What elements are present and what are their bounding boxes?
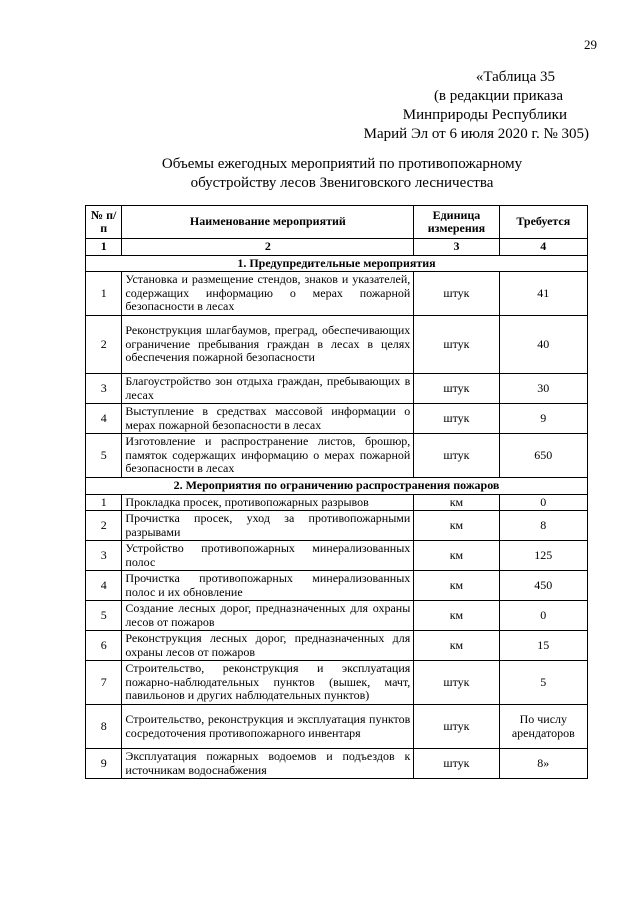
- table-row: [86, 541, 588, 571]
- row-name: Прочистка противопожарных минерализованных полос и их обновление: [122, 571, 414, 601]
- row-name: Устройство противопожарных минерализованных полос: [122, 541, 414, 571]
- column-number: 3: [414, 239, 499, 256]
- row-name: Реконструкция лесных дорог, предназначенных для охраны лесов от пожаров: [122, 631, 414, 661]
- column-number: 2: [122, 239, 414, 256]
- row-unit: штук: [414, 661, 499, 705]
- table-row: [86, 404, 588, 434]
- row-unit: штук: [414, 705, 499, 749]
- table-row: [86, 631, 588, 661]
- row-required: 0: [499, 601, 587, 631]
- row-name: Реконструкция шлагбаумов, преград, обеспечивающих ограничение пребывания граждан в лесах в целях обеспечения пожарной безопасности: [122, 316, 414, 374]
- row-required: 41: [499, 272, 587, 316]
- row-required: По числу арендаторов: [499, 705, 587, 749]
- row-unit: км: [414, 631, 499, 661]
- document-title: [86, 155, 598, 193]
- row-required: 5: [499, 661, 587, 705]
- header-name: Наименование мероприятий: [122, 206, 414, 239]
- row-required: 8»: [499, 749, 587, 779]
- title-line: Объемы ежегодных мероприятий по противопожарному: [161, 156, 523, 172]
- table-reference-header: [329, 68, 589, 144]
- row-num: 6: [86, 631, 122, 661]
- header-num: № п/п: [86, 206, 122, 239]
- row-required: 125: [499, 541, 587, 571]
- row-unit: штук: [414, 404, 499, 434]
- header-line: (в редакции приказа: [433, 88, 563, 104]
- row-num: 2: [86, 511, 122, 541]
- table-row: [86, 494, 588, 511]
- table-row: [86, 434, 588, 478]
- table-row: [86, 705, 588, 749]
- table-row: [86, 272, 588, 316]
- table-row: [86, 601, 588, 631]
- row-required: 40: [499, 316, 587, 374]
- table-row: [86, 511, 588, 541]
- header-required: Требуется: [499, 206, 587, 239]
- table-row: [86, 571, 588, 601]
- row-unit: км: [414, 541, 499, 571]
- row-num: 5: [86, 434, 122, 478]
- row-name: Выступление в средствах массовой информации о мерах пожарной безопасности в лесах: [122, 404, 414, 434]
- header-line: «Таблица 35: [475, 69, 555, 85]
- row-num: 4: [86, 404, 122, 434]
- row-name: Благоустройство зон отдыха граждан, пребывающих в лесах: [122, 374, 414, 404]
- row-unit: штук: [414, 272, 499, 316]
- row-name: Эксплуатация пожарных водоемов и подъездов к источникам водоснабжения: [122, 749, 414, 779]
- column-number-row: [86, 239, 588, 256]
- row-required: 15: [499, 631, 587, 661]
- section-title: 1. Предупредительные мероприятия: [86, 255, 588, 272]
- header-line: Минприроды Республики: [402, 107, 567, 123]
- row-num: 7: [86, 661, 122, 705]
- table-header-row: [86, 206, 588, 239]
- row-unit: штук: [414, 434, 499, 478]
- row-name: Создание лесных дорог, предназначенных для охраны лесов от пожаров: [122, 601, 414, 631]
- row-required: 30: [499, 374, 587, 404]
- row-name: Строительство, реконструкция и эксплуатация пожарно-наблюдательных пунктов (вышек, мачт, павильонов и других наблюдательных пунктов): [122, 661, 414, 705]
- row-num: 4: [86, 571, 122, 601]
- row-num: 2: [86, 316, 122, 374]
- column-number: 1: [86, 239, 122, 256]
- row-unit: штук: [414, 749, 499, 779]
- row-num: 8: [86, 705, 122, 749]
- table-row: [86, 316, 588, 374]
- row-unit: штук: [414, 374, 499, 404]
- row-required: 450: [499, 571, 587, 601]
- row-required: 8: [499, 511, 587, 541]
- row-unit: км: [414, 494, 499, 511]
- header-line: Марий Эл от 6 июля 2020 г. № 305): [363, 126, 589, 142]
- row-name: Прокладка просек, противопожарных разрывов: [122, 494, 414, 511]
- row-num: 1: [86, 494, 122, 511]
- row-name: Изготовление и распространение листов, брошюр, памяток содержащих информацию о мерах пожарной безопасности в лесах: [122, 434, 414, 478]
- row-name: Установка и размещение стендов, знаков и указателей, содержащих информацию о мерах пожарной безопасности в лесах: [122, 272, 414, 316]
- section-title: 2. Мероприятия по ограничению распространения пожаров: [86, 478, 588, 495]
- row-required: 0: [499, 494, 587, 511]
- row-required: 650: [499, 434, 587, 478]
- row-num: 3: [86, 374, 122, 404]
- table-row: [86, 661, 588, 705]
- row-unit: штук: [414, 316, 499, 374]
- measures-table: [85, 205, 588, 779]
- row-num: 5: [86, 601, 122, 631]
- row-required: 9: [499, 404, 587, 434]
- table-row: [86, 749, 588, 779]
- row-num: 3: [86, 541, 122, 571]
- row-unit: км: [414, 571, 499, 601]
- row-name: Строительство, реконструкция и эксплуатация пунктов сосредоточения противопожарного инвентаря: [122, 705, 414, 749]
- section-header-row: [86, 255, 588, 272]
- row-name: Прочистка просек, уход за противопожарными разрывами: [122, 511, 414, 541]
- section-header-row: [86, 478, 588, 495]
- row-num: 1: [86, 272, 122, 316]
- table-row: [86, 374, 588, 404]
- row-unit: км: [414, 601, 499, 631]
- row-unit: км: [414, 511, 499, 541]
- header-unit: Единица измерения: [414, 206, 499, 239]
- row-num: 9: [86, 749, 122, 779]
- page-number: 29: [584, 37, 597, 52]
- column-number: 4: [499, 239, 587, 256]
- title-line: обустройству лесов Звениговского лесничества: [190, 175, 494, 191]
